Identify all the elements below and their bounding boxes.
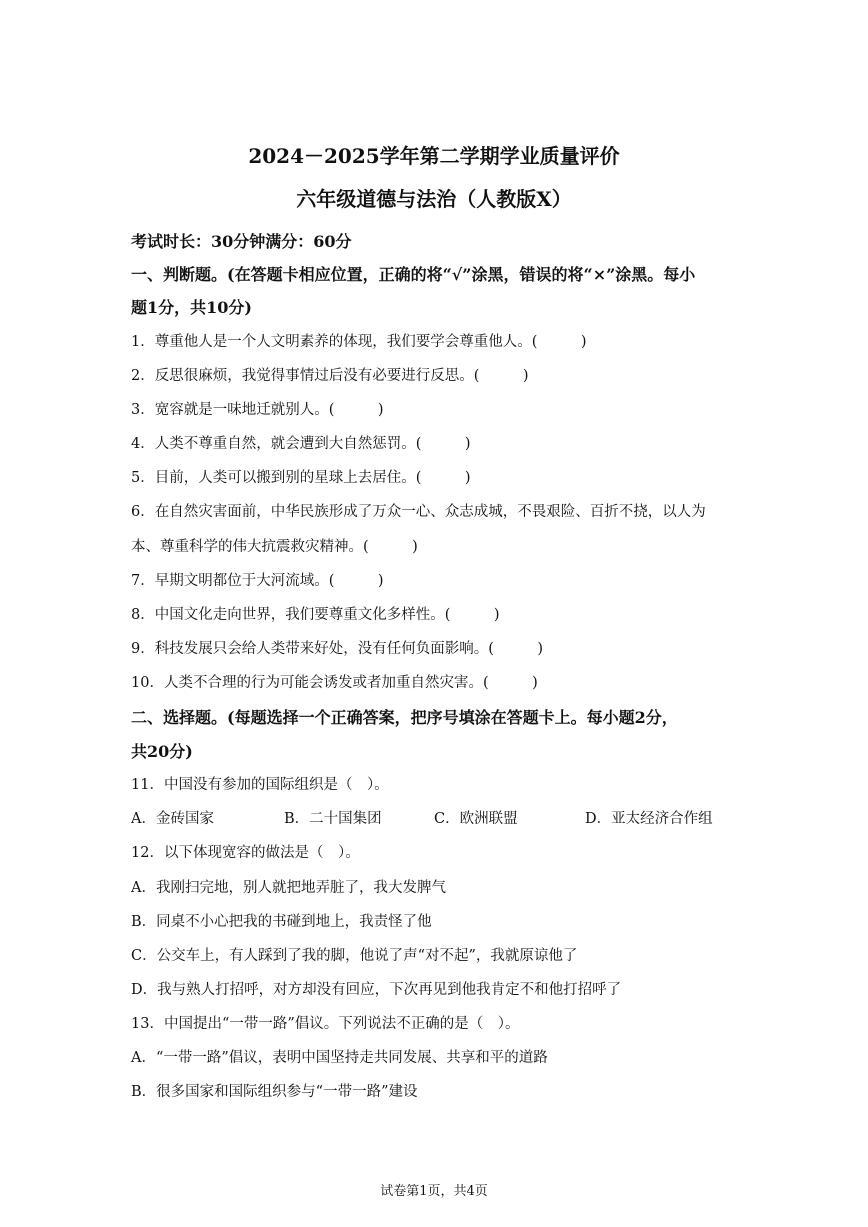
question-2: 2．反思很麻烦，我觉得事情过后没有必要进行反思。( ) xyxy=(131,368,529,384)
section2-heading-cont: 共20分) xyxy=(131,742,193,761)
question-9: 9．科技发展只会给人类带来好处，没有任何负面影响。( ) xyxy=(131,641,544,657)
question-4: 4．人类不尊重自然，就会遭到大自然惩罚。( ) xyxy=(131,436,471,452)
q13-option-b: B．很多国家和国际组织参与“一带一路”建设 xyxy=(131,1084,418,1100)
exam-info: 考试时长：30分钟满分：60分 xyxy=(131,232,352,251)
question-6-cont: 本、尊重科学的伟大抗震救灾精神。( ) xyxy=(131,539,418,555)
question-7: 7．早期文明都位于大河流域。( ) xyxy=(131,573,384,589)
section1-heading-cont: 题1分，共10分) xyxy=(131,298,252,317)
question-10: 10．人类不合理的行为可能会诱发或者加重自然灾害。( ) xyxy=(131,675,538,691)
q13-option-a: A．“一带一路”倡议，表明中国坚持走共同发展、共享和平的道路 xyxy=(131,1050,548,1066)
section1-heading: 一、判断题。(在答题卡相应位置，正确的将“√”涂黑，错误的将“×”涂黑。每小 xyxy=(131,265,696,284)
exam-title: 2024－2025学年第二学期学业质量评价 xyxy=(248,144,620,168)
q11-option-a: A．金砖国家 xyxy=(131,811,214,827)
q12-option-c: C．公交车上，有人踩到了我的脚，他说了声“对不起”，我就原谅他了 xyxy=(131,948,578,964)
q12-option-b: B．同桌不小心把我的书碰到地上，我责怪了他 xyxy=(131,914,432,930)
question-1: 1．尊重他人是一个人文明素养的体现，我们要学会尊重他人。( ) xyxy=(131,334,587,350)
question-12: 12．以下体现宽容的做法是（ ）。 xyxy=(131,845,360,861)
q11-option-d: D．亚太经济合作组 xyxy=(585,811,713,827)
page-footer: 试卷第1页，共4页 xyxy=(380,1184,488,1199)
exam-subtitle: 六年级道德与法治（人教版X） xyxy=(296,187,572,211)
question-8: 8．中国文化走向世界，我们要尊重文化多样性。( ) xyxy=(131,607,500,623)
question-3: 3．宽容就是一味地迁就别人。( ) xyxy=(131,402,384,418)
question-6: 6．在自然灾害面前，中华民族形成了万众一心、众志成城，不畏艰险、百折不挠，以人为 xyxy=(131,504,706,520)
q12-option-a: A．我刚扫完地，别人就把地弄脏了，我大发脾气 xyxy=(131,880,446,896)
section2-heading: 二、选择题。(每题选择一个正确答案，把序号填涂在答题卡上。每小题2分， xyxy=(131,708,678,727)
question-13: 13．中国提出“一带一路”倡议。下列说法不正确的是（ ）。 xyxy=(131,1016,520,1032)
q11-option-b: B．二十国集团 xyxy=(284,811,382,827)
question-5: 5．目前，人类可以搬到别的星球上去居住。( ) xyxy=(131,470,471,486)
question-11: 11．中国没有参加的国际组织是（ ）。 xyxy=(131,777,389,793)
q11-option-c: C．欧洲联盟 xyxy=(434,811,518,827)
q12-option-d: D．我与熟人打招呼，对方却没有回应，下次再见到他我肯定不和他打招呼了 xyxy=(131,982,622,998)
